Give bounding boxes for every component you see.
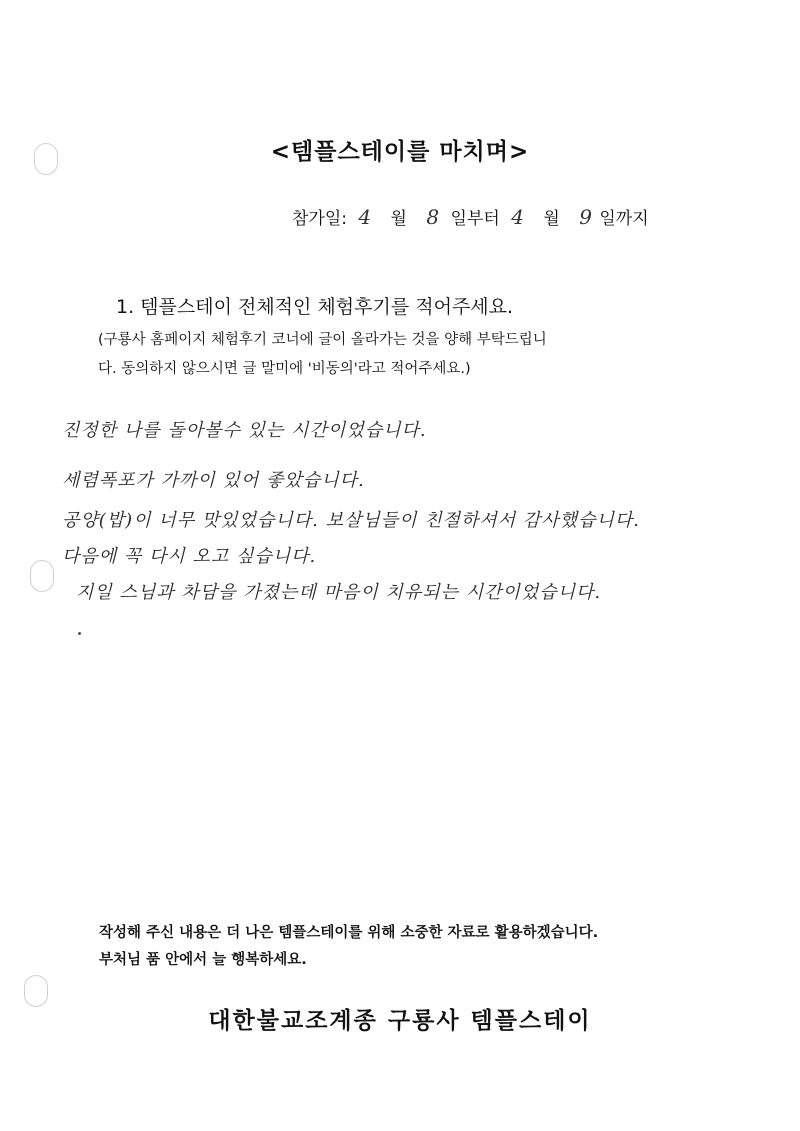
until-label: 일까지 — [599, 209, 649, 229]
handwritten-line: 다음에 꼭 다시 오고 싶습니다. — [62, 546, 317, 567]
notice-line-2: 다. 동의하지 않으시면 글 말미에 '비동의'라고 적어주세요.) — [98, 361, 471, 377]
end-month-value: 4 — [511, 205, 524, 229]
punch-hole-middle — [30, 560, 54, 592]
handwritten-line: 지일 스님과 차담을 가졌는데 마음이 치유되는 시간이었습니다. — [76, 582, 602, 603]
consent-notice — [98, 326, 698, 384]
from-label: 일부터 — [450, 209, 500, 229]
stray-mark — [78, 632, 81, 635]
month-unit-1: 월 — [390, 209, 407, 229]
notice-line-1: (구룡사 홈페이지 체험후기 코너에 글이 올라가는 것을 양해 부탁드립니 — [98, 332, 547, 348]
footer-note — [99, 920, 598, 974]
month-unit-2: 월 — [543, 209, 560, 229]
organization-name: 대한불교조계종 구룡사 템플스테이 — [208, 1008, 592, 1034]
question-heading: 1. 템플스테이 전체적인 체험후기를 적어주세요. — [116, 296, 514, 318]
participation-dates — [292, 204, 649, 229]
participation-label: 참가일: — [292, 209, 347, 229]
handwritten-line: 진정한 나를 돌아볼수 있는 시간이었습니다. — [62, 420, 427, 441]
footer-line-1: 작성해 주신 내용은 더 나은 템플스테이를 위해 소중한 자료로 활용하겠습니다. — [99, 925, 599, 941]
page-title: <템플스테이를 마치며> — [270, 139, 530, 165]
end-day-value: 9 — [579, 205, 592, 229]
handwritten-line: 세렴폭포가 가까이 있어 좋았습니다. — [62, 470, 365, 491]
footer-line-2: 부처님 품 안에서 늘 행복하세요. — [99, 952, 307, 968]
start-day-value: 8 — [426, 205, 440, 229]
start-month-value: 4 — [358, 205, 372, 229]
handwritten-line: 공양(밥)이 너무 맛있었습니다. 보살님들이 친절하셔서 감사했습니다. — [62, 510, 640, 531]
